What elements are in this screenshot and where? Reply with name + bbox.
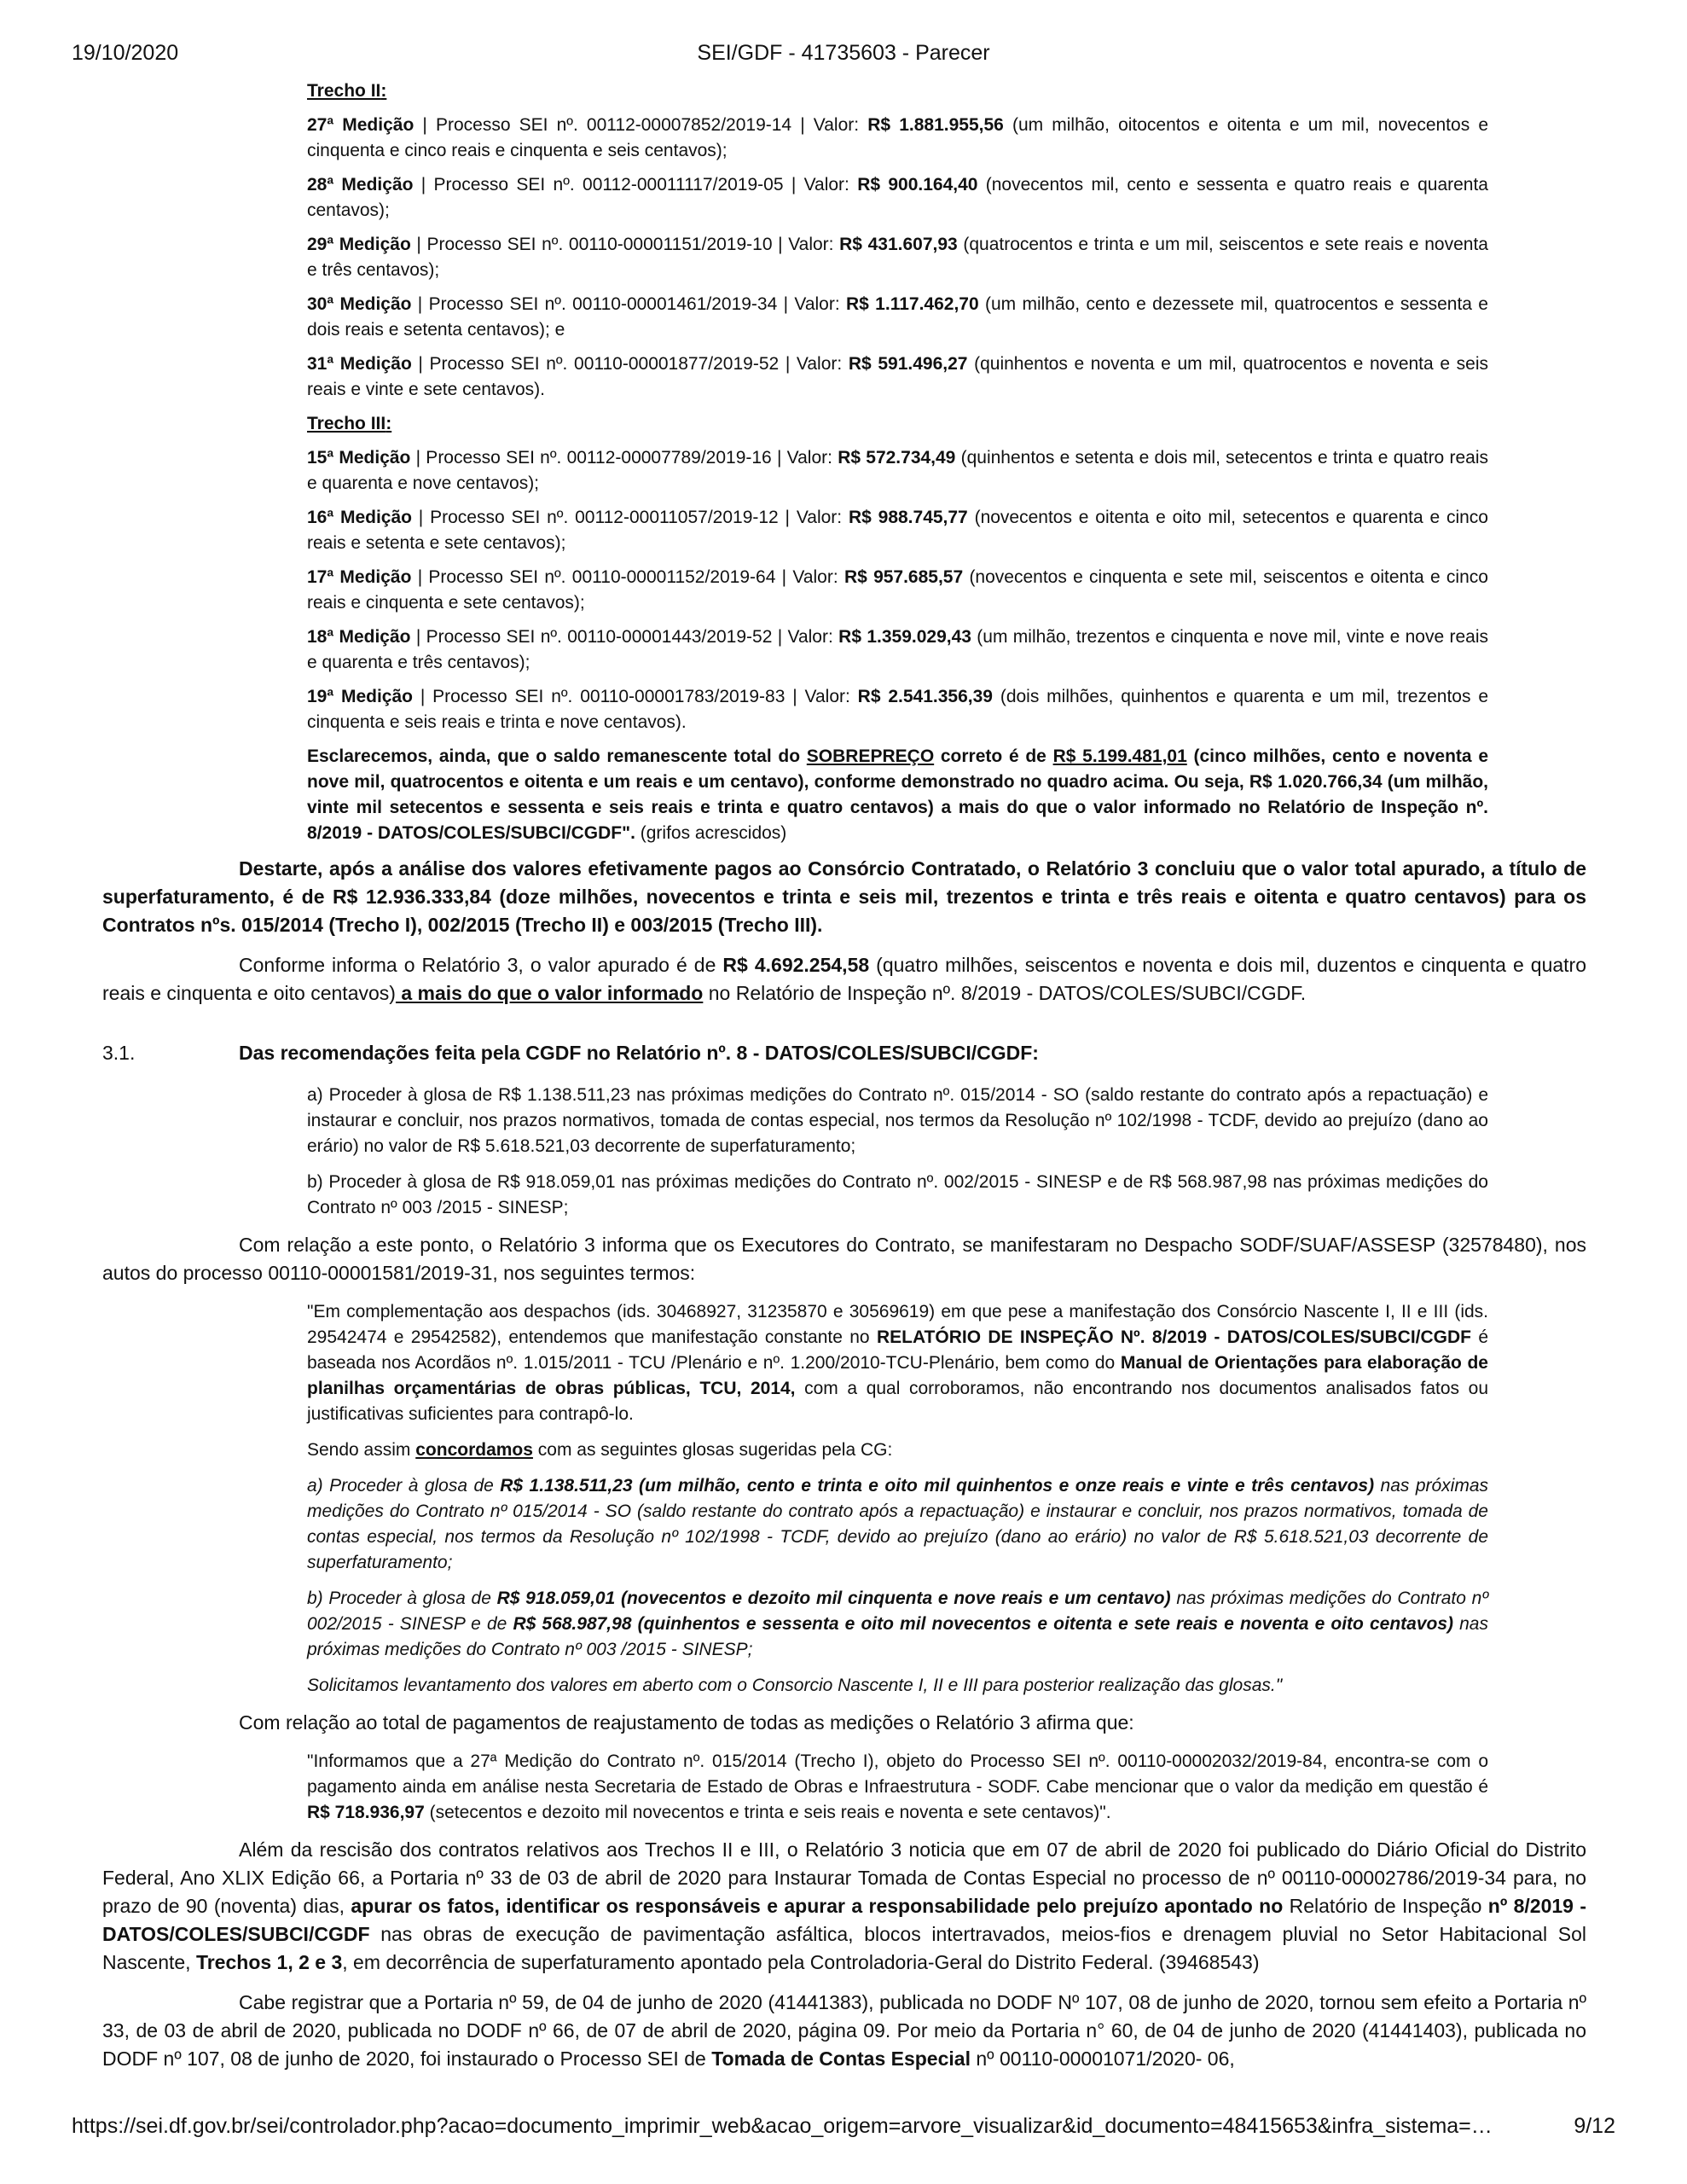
print-url: https://sei.df.gov.br/sei/controlador.php?acao=documento_imprimir_web&acao_origem=arvore_visualizar&id_documento=48415653&infra_sistema=… xyxy=(72,2114,1493,2138)
section-title: Das recomendações feita pela CGDF no Relatório nº. 8 - DATOS/COLES/SUBCI/CGDF: xyxy=(239,1042,1039,1064)
section-3-1-heading xyxy=(102,1042,1687,1074)
print-date: 19/10/2020 xyxy=(72,41,179,65)
document-title: SEI/GDF - 41735603 - Parecer xyxy=(697,41,990,65)
quote-paragraph: "Em complementação aos despachos (ids. 30468927, 31235870 e 30569619) em que pese a manifestação dos Consórcio Nascente I, II e III (ids. 29542474 e 29542582), entendemos que manifestação constante no RELATÓRIO DE INSPEÇÃO Nº. 8/2019 - DATOS/COLES/SUBCI/CGDF é baseada nos Acordãos nº. 1.015/2011 - TCU /Plenário e nº. 1.200/2010-TCU-Plenário, bem como do Manual de Orientações para elaboração de planilhas orçamentárias de obras públicas, TCU, 2014, com a qual corroboramos, não encontrando nos documentos analisados fatos ou justificativas suficientes para contrapô-lo. xyxy=(307,1302,1489,1424)
page-header xyxy=(72,41,1615,70)
trecho-ii-heading: Trecho II: xyxy=(307,81,387,101)
destarte-paragraph: Destarte, após a análise dos valores efetivamente pagos ao Consórcio Contratado, o Relatório 3 concluiu que o valor total apurado, a título de superfaturamento, é de R$ 12.936.333,84 (doze milhões, novecentos e trinta e seis mil, trezentos e trinta e três reais e oitenta e quatro centavos) para os Contratos nºs. 015/2014 (Trecho I), 002/2015 (Trecho II) e 003/2015 (Trecho III). xyxy=(102,857,1586,936)
com-relacao-paragraph: Com relação a este ponto, o Relatório 3 informa que os Executores do Contrato, se manifestaram no Despacho SODF/SUAF/ASSESP (32578480), nos autos do processo 00110-00001581/2019-31, nos seguintes termos: xyxy=(102,1234,1586,1284)
cabe-paragraph: Cabe registrar que a Portaria nº 59, de 04 de junho de 2020 (41441383), publicada no DODF Nº 107, 08 de junho de 2020, tornou sem efeito a Portaria nº 33, de 03 de abril de 2020, publicada no DODF nº 66, de 07 de abril de 2020, página 09. Por meio da Portaria n° 60, de 04 de junho de 2020 (41441403), publicada no DODF nº 107, 08 de junho de 2020, foi instaurado o Processo SEI de Tomada de Contas Especial nº 00110-00001071/2020- 06, xyxy=(102,1991,1586,2070)
trecho-iii-heading: Trecho III: xyxy=(307,414,392,433)
list-item: 19ª Medição | Processo SEI nº. 00110-00001783/2019-83 | Valor: R$ 2.541.356,39 (dois milhões, quinhentos e quarenta e um mil, trezentos e cinquenta e seis reais e trinta e nove centavos). xyxy=(307,687,1489,732)
list-item: 16ª Medição | Processo SEI nº. 00112-00011057/2019-12 | Valor: R$ 988.745,77 (novecentos e oitenta e oito mil, setecentos e quarenta e cinco reais e setenta e sete centavos); xyxy=(307,508,1488,553)
list-item: 31ª Medição | Processo SEI nº. 00110-00001877/2019-52 | Valor: R$ 591.496,27 (quinhentos e noventa e um mil, quatrocentos e noventa e seis reais e vinte e sete centavos). xyxy=(307,354,1488,399)
conforme-paragraph: Conforme informa o Relatório 3, o valor apurado é de R$ 4.692.254,58 (quatro milhões, seiscentos e noventa e dois mil, duzentos e cinquenta e quatro reais e cinquenta e oito centavos) a mais do que o valor informado no Relatório de Inspeção nº. 8/2019 - DATOS/COLES/SUBCI/CGDF. xyxy=(102,954,1587,1004)
quote-paragraph: b) Proceder à glosa de R$ 918.059,01 (novecentos e dezoito mil cinquenta e nove reais e um centavo) nas próximas medições do Contrato nº 002/2015 - SINESP e de R$ 568.987,98 (quinhentos e sessenta e oito mil novecentos e oitenta e sete reais e noventa e oito centavos) nas próximas medições do Contrato nº 003 /2015 - SINESP; xyxy=(307,1589,1488,1659)
alem-paragraph: Além da rescisão dos contratos relativos aos Trechos II e III, o Relatório 3 noticia que em 07 de abril de 2020 foi publicado do Diário Oficial do Distrito Federal, Ano XLIX Edição 66, a Portaria nº 33 de 03 de abril de 2020 para Instaurar Tomada de Contas Especial no processo de nº 00110-00002786/2019-34 para, no prazo de 90 (noventa) dias, apurar os fatos, identificar os responsáveis e apurar a responsabilidade pelo prejuízo apontado no Relatório de Inspeção nº 8/2019 - DATOS/COLES/SUBCI/CGDF nas obras de execução de pavimentação asfáltica, blocos intertravados, meios-fios e drenagem pluvial no Setor Habitacional Sol Nascente, Trechos 1, 2 e 3, em decorrência de superfaturamento apontado pela Controladoria-Geral do Distrito Federal. (39468543) xyxy=(102,1838,1586,1973)
page-number: 9/12 xyxy=(1574,2114,1615,2138)
list-item: 30ª Medição | Processo SEI nº. 00110-00001461/2019-34 | Valor: R$ 1.117.462,70 (um milhão, cento e dezessete mil, quatrocentos e sessenta e dois reais e setenta centavos); e xyxy=(307,294,1488,340)
trecho-ii-list xyxy=(0,113,1687,403)
list-item: 17ª Medição | Processo SEI nº. 00110-00001152/2019-64 | Valor: R$ 957.685,57 (novecentos e cinquenta e sete mil, seiscentos e oitenta e cinco reais e cinquenta e sete centavos); xyxy=(307,567,1488,613)
list-item: 29ª Medição | Processo SEI nº. 00110-00001151/2019-10 | Valor: R$ 431.607,93 (quatrocentos e trinta e um mil, seiscentos e sete reais e noventa e três centavos); xyxy=(307,235,1488,280)
list-item: 28ª Medição | Processo SEI nº. 00112-00011117/2019-05 | Valor: R$ 900.164,40 (novecentos mil, cento e sessenta e quatro reais e quarenta centavos); xyxy=(307,175,1488,220)
quote-paragraph: a) Proceder à glosa de R$ 1.138.511,23 (um milhão, cento e trinta e oito mil quinhentos e onze reais e vinte e três centavos) nas próximas medições do Contrato nº 015/2014 - SO (saldo restante do contrato após a repactuação) e instaurar e concluir, nos prazos normativos, tomada de contas especial, nos termos da Resolução nº 102/1998 - TCDF, devido ao prejuízo (dano ao erário) no valor de R$ 5.618.521,03 decorrente de superfaturamento; xyxy=(307,1476,1489,1572)
trecho-iii-list xyxy=(0,445,1687,735)
document-body xyxy=(0,78,1687,2085)
quote-paragraph: Solicitamos levantamento dos valores em aberto com o Consorcio Nascente I, II e III para posterior realização das glosas." xyxy=(307,1676,1283,1695)
list-item: 27ª Medição | Processo SEI nº. 00112-00007852/2019-14 | Valor: R$ 1.881.955,56 (um milhão, oitocentos e oitenta e um mil, novecentos e cinquenta e cinco reais e cinquenta e seis centavos); xyxy=(307,115,1488,160)
recommendation-b: b) Proceder à glosa de R$ 918.059,01 nas próximas medições do Contrato nº. 002/2015 - SINESP e de R$ 568.987,98 nas próximas medições do Contrato nº 003 /2015 - SINESP; xyxy=(307,1172,1488,1217)
list-item: 15ª Medição | Processo SEI nº. 00112-00007789/2019-16 | Valor: R$ 572.734,49 (quinhentos e setenta e dois mil, setecentos e trinta e quatro reais e quarenta e nove centavos); xyxy=(307,448,1488,493)
list-item: 18ª Medição | Processo SEI nº. 00110-00001443/2019-52 | Valor: R$ 1.359.029,43 (um milhão, trezentos e cinquenta e nove mil, vinte e nove reais e quarenta e três centavos); xyxy=(307,627,1488,672)
informamos-quote: "Informamos que a 27ª Medição do Contrato nº. 015/2014 (Trecho I), objeto do Processo SEI nº. 00110-00002032/2019-84, encontra-se com o pagamento ainda em análise nesta Secretaria de Estado de Obras e Infraestrutura - SODF. Cabe mencionar que o valor da medição em questão é R$ 718.936,97 (setecentos e dezoito mil novecentos e trinta e seis reais e noventa e sete centavos)". xyxy=(307,1751,1488,1822)
com-relacao-reajustamento: Com relação ao total de pagamentos de reajustamento de todas as medições o Relatório 3 afirma que: xyxy=(239,1711,1134,1734)
recommendation-a: a) Proceder à glosa de R$ 1.138.511,23 nas próximas medições do Contrato nº. 015/2014 - SO (saldo restante do contrato após a repactuação) e instaurar e concluir, nos prazos normativos, tomada de contas especial, nos termos da Resolução nº 102/1998 - TCDF, devido ao prejuízo (dano ao erário) no valor de R$ 5.618.521,03 decorrente de superfaturamento; xyxy=(307,1085,1488,1156)
despacho-quote xyxy=(0,1299,1687,1699)
esclarecemos-paragraph: Esclarecemos, ainda, que o saldo remanescente total do SOBREPREÇO correto é de R$ 5.199.481,01 (cinco milhões, cento e noventa e nove mil, quatrocentos e oitenta e um reais e um centavo), conforme demonstrado no quadro acima. Ou seja, R$ 1.020.766,34 (um milhão, vinte mil setecentos e sessenta e seis reais e trinta e quatro centavos) a mais do que o valor informado no Relatório de Inspeção nº. 8/2019 - DATOS/COLES/SUBCI/CGDF". (grifos acrescidos) xyxy=(307,746,1488,843)
section-number: 3.1. xyxy=(102,1042,136,1064)
quote-paragraph: Sendo assim concordamos com as seguintes glosas sugeridas pela CG: xyxy=(307,1440,893,1460)
